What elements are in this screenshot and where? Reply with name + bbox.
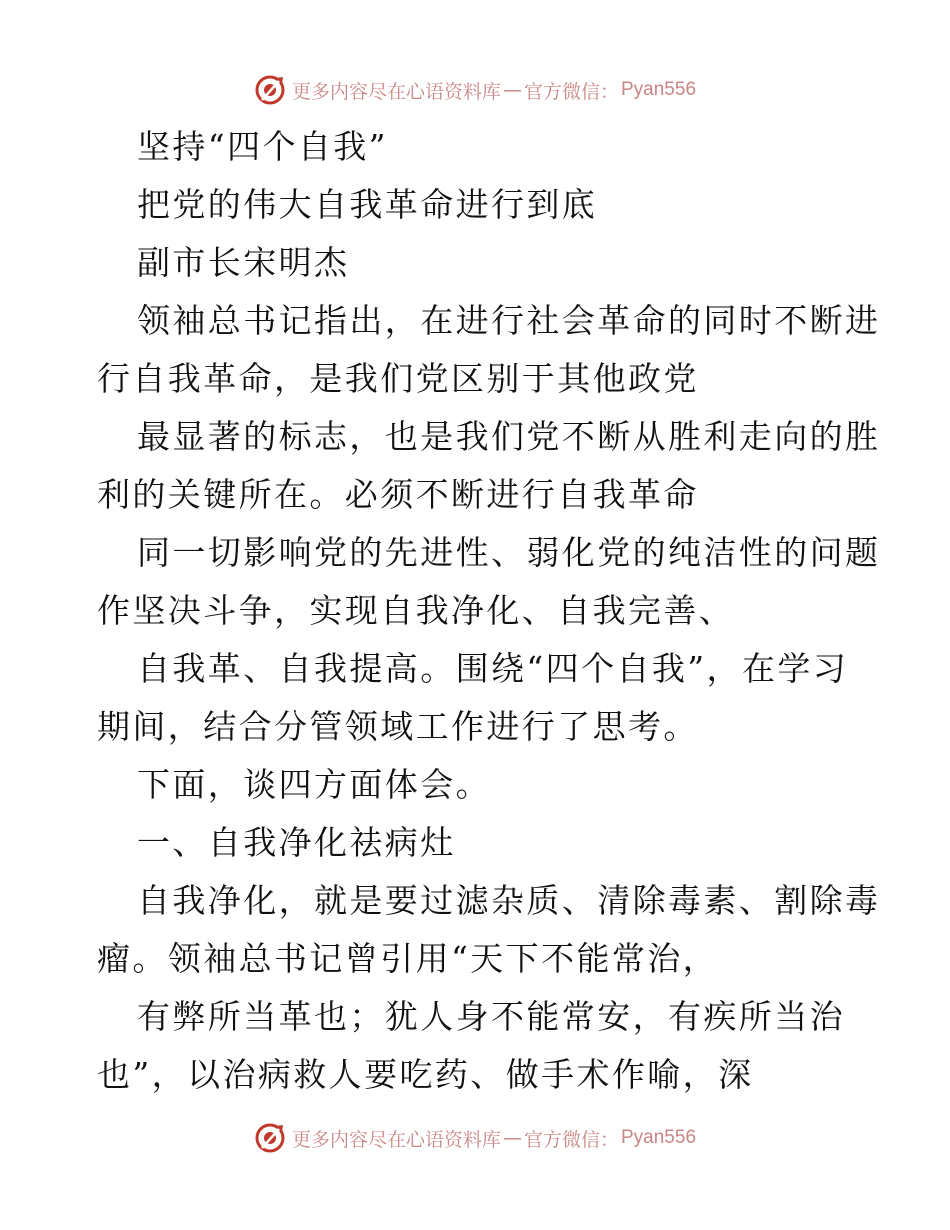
doc-paragraph-line: 作坚决斗争，实现自我净化、自我完善、	[97, 591, 735, 630]
footer-dash: —	[502, 1127, 522, 1149]
quill-logo-icon	[254, 74, 286, 106]
header-watermark-banner	[0, 70, 950, 110]
doc-author: 副市长宋明杰	[137, 243, 350, 282]
doc-title: 坚持“四个自我”	[137, 127, 388, 166]
footer-brand-text: 更多内容尽在心语资料库	[291, 1128, 501, 1151]
header-wechat-label: 官方微信：	[523, 80, 619, 103]
doc-paragraph-line: 同一切影响党的先进性、弱化党的纯洁性的问题	[137, 533, 881, 572]
doc-paragraph-line: 领袖总书记指出，在进行社会革命的同时不断进	[137, 301, 881, 340]
quill-logo-icon	[254, 1122, 286, 1154]
doc-paragraph-line: 最显著的标志，也是我们党不断从胜利走向的胜	[137, 417, 881, 456]
doc-paragraph-line: 瘤。领袖总书记曾引用“天下不能常治，	[97, 939, 719, 978]
footer-watermark-banner	[0, 1118, 950, 1158]
doc-subtitle: 把党的伟大自我革命进行到底	[137, 185, 598, 224]
doc-paragraph-line: 下面，谈四方面体会。	[137, 765, 491, 804]
footer-wechat-label: 官方微信：	[523, 1128, 619, 1151]
doc-paragraph-line: 自我净化，就是要过滤杂质、清除毒素、割除毒	[137, 881, 881, 920]
header-wechat-id: Pyan556	[621, 79, 697, 100]
footer-wechat-id: Pyan556	[621, 1127, 697, 1148]
header-dash: —	[502, 79, 522, 101]
doc-paragraph-line: 期间，结合分管领域工作进行了思考。	[97, 707, 699, 746]
doc-paragraph-line: 行自我革命，是我们党区别于其他政党	[97, 359, 699, 398]
doc-paragraph-line: 也”，以治病救人要吃药、做手术作喻，深	[97, 1055, 754, 1094]
doc-section-heading: 一、自我净化祛病灶	[137, 823, 456, 862]
doc-paragraph-line: 自我革、自我提高。围绕“四个自我”，在学习	[137, 649, 849, 688]
doc-paragraph-line: 有弊所当革也；犹人身不能常安，有疾所当治	[137, 997, 845, 1036]
header-brand-text: 更多内容尽在心语资料库	[291, 80, 501, 103]
doc-paragraph-line: 利的关键所在。必须不断进行自我革命	[97, 475, 699, 514]
